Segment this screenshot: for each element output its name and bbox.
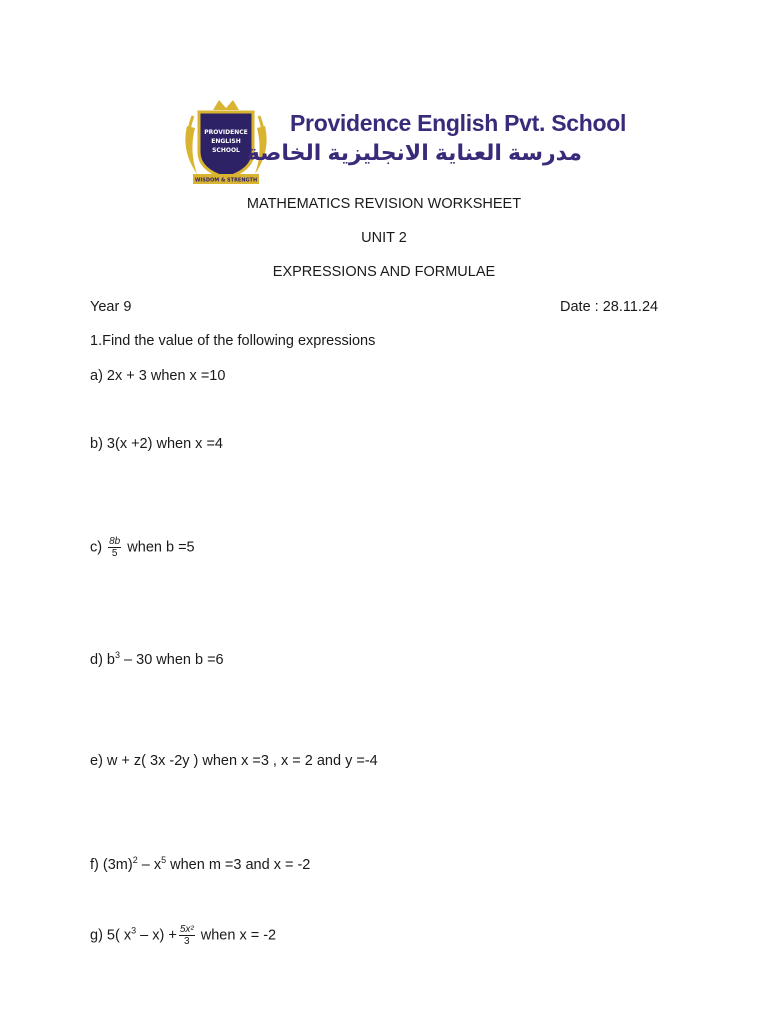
crest-motto: WISDOM & STRENGTH bbox=[194, 177, 258, 184]
unit-title: UNIT 2 bbox=[361, 230, 407, 246]
question-e: e) w + z( 3x -2y ) when x =3 , x = 2 and y =-4 bbox=[90, 753, 378, 769]
question-g-prefix: g) 5( x bbox=[90, 927, 132, 944]
question-c-denominator: 5 bbox=[111, 548, 118, 559]
question-g-exponent: 3 bbox=[131, 925, 137, 936]
question-f bbox=[90, 855, 310, 873]
question-f-exponent-2: 5 bbox=[161, 855, 167, 865]
question-c-numerator: 8b bbox=[109, 536, 121, 547]
school-name-arabic: مدرسة العناية الانجليزية الخاصة bbox=[246, 140, 582, 165]
question-f-prefix: f) (3m) bbox=[90, 856, 133, 873]
crest-line-2: ENGLISH bbox=[211, 138, 241, 145]
question-c-suffix: when b =5 bbox=[127, 539, 195, 556]
question-g-suffix: when x = -2 bbox=[200, 927, 277, 944]
question-g-mid: – x) + bbox=[136, 927, 177, 944]
worksheet-title: MATHEMATICS REVISION WORKSHEET bbox=[246, 196, 522, 212]
crest-line-3: SCHOOL bbox=[212, 147, 240, 154]
question-g-numerator: 5x² bbox=[179, 924, 194, 935]
question-d-prefix: d) b bbox=[90, 651, 115, 668]
crest-line-1: PROVIDENCE bbox=[204, 129, 248, 136]
question-g-denominator: 3 bbox=[183, 936, 190, 947]
question-c-fraction bbox=[108, 536, 121, 559]
question-b: b) 3(x +2) when x =4 bbox=[90, 436, 223, 452]
question-d-suffix: – 30 when b =6 bbox=[120, 651, 224, 668]
question-g bbox=[90, 924, 276, 947]
question-f-suffix: when m =3 and x = -2 bbox=[166, 856, 311, 873]
topic-title: EXPRESSIONS AND FORMULAE bbox=[272, 264, 496, 280]
question-c-prefix: c) bbox=[90, 539, 103, 556]
question-d-exponent: 3 bbox=[115, 650, 121, 660]
question-c bbox=[90, 536, 195, 559]
question-d bbox=[90, 650, 224, 668]
question-a: a) 2x + 3 when x =10 bbox=[90, 368, 226, 384]
question-f-exponent-1: 2 bbox=[132, 855, 138, 865]
school-name-english: Providence English Pvt. School bbox=[290, 110, 627, 136]
question-g-fraction bbox=[179, 924, 195, 947]
question-heading: 1.Find the value of the following expressions bbox=[90, 333, 376, 349]
year-label: Year 9 bbox=[90, 299, 132, 315]
question-f-mid: – x bbox=[137, 856, 162, 873]
date-label: Date : 28.11.24 bbox=[560, 299, 659, 315]
